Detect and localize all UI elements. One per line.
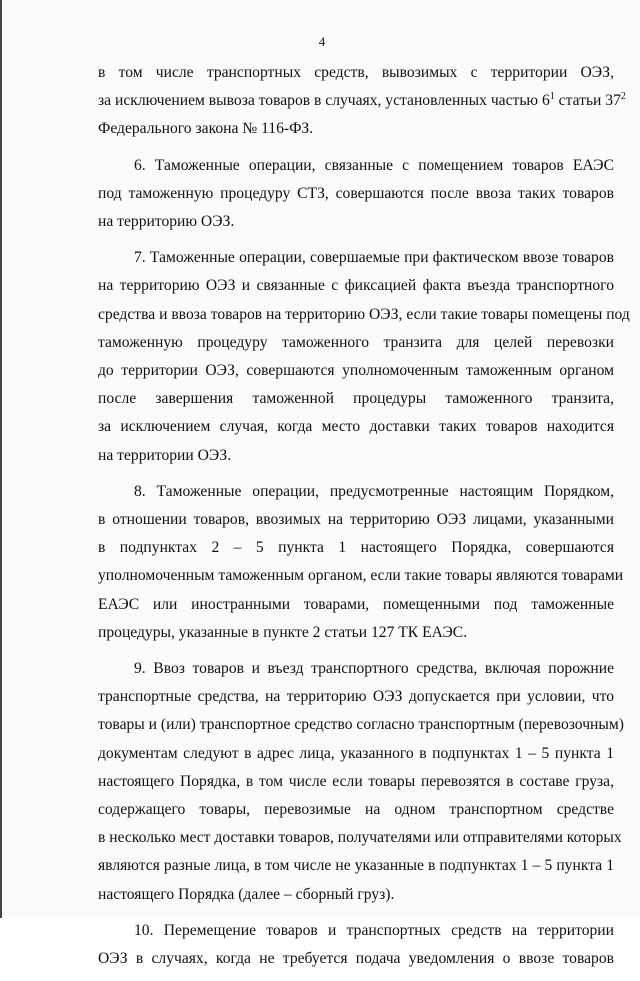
text-line: процедуры, указанные в пункте 2 статьи 127 ТК ЕАЭС. [98, 623, 468, 641]
text-line: на территории ОЭЗ. [98, 446, 232, 464]
text-line: товары и (или) транспортное средство согласно транспортным (перевозочным) [98, 716, 624, 734]
text-line: после завершения таможенной процедуры таможенного транзита, [98, 390, 614, 408]
paragraph-7 [98, 244, 630, 470]
paragraph-6 [98, 152, 614, 237]
paragraph-8 [98, 478, 624, 647]
text-line: документам следуют в адрес лица, указанного в подпунктах 1 – 5 пункта 1 [98, 744, 614, 762]
text-line: 10. Перемещение товаров и транспортных средств на территории [134, 921, 614, 939]
text-line: в том числе транспортных средств, вывозимых с территории ОЭЗ, [98, 64, 614, 81]
text-line: ЕАЭС или иностранными товарами, помещенными под таможенные [98, 595, 614, 613]
document-body [98, 59, 630, 981]
superscript: 2 [620, 91, 626, 103]
text-line: уполномоченным таможенным органом, если такие товары являются товарами [98, 567, 624, 585]
text-line: 9. Ввоз товаров и въезд транспортного средства, включая порожние [134, 660, 614, 678]
text-line: в подпунктах 2 – 5 пункта 1 настоящего Порядка, совершаются [98, 539, 614, 557]
paragraph-continuation [98, 59, 626, 144]
text-line: средства и ввоза товаров на территорию ОЭЗ, если такие товары помещены под [98, 305, 630, 323]
page-number: 4 [318, 34, 326, 49]
superscript: 1 [549, 91, 555, 103]
text-line: настоящего Порядка, в том числе если товары перевозятся в составе груза, [98, 772, 614, 790]
paragraph-10 [98, 917, 614, 973]
text-line: на территорию ОЭЗ. [98, 213, 235, 231]
text-line: ОЭЗ в случаях, когда не требуется подача уведомления о ввозе товаров [98, 950, 614, 968]
text-line: Федерального закона № 116-ФЗ. [98, 120, 314, 138]
text-line: до территории ОЭЗ, совершаются уполномоченным таможенным органом [98, 362, 614, 380]
text-line: в отношении товаров, ввозимых на территорию ОЭЗ лицами, указанными [98, 511, 614, 529]
paragraph-9 [98, 655, 624, 909]
text-line: настоящего Порядка (далее – сборный груз). [98, 885, 395, 903]
text-line: 7. Таможенные операции, совершаемые при фактическом ввозе товаров [134, 249, 614, 267]
text-line-part: статьи 37 [554, 92, 621, 110]
text-line: транспортные средства, на территорию ОЭЗ допускается при условии, что [98, 688, 614, 706]
text-line: таможенную процедуру таможенного транзита для целей перевозки [98, 333, 614, 351]
text-line-part: за исключением вывоза товаров в случаях, установленных частью 6 [98, 92, 550, 110]
text-line: 6. Таможенные операции, связанные с помещением товаров ЕАЭС [134, 156, 614, 174]
text-line: 8. Таможенные операции, предусмотренные настоящим Порядком, [134, 482, 614, 500]
text-line: под таможенную процедуру СТЗ, совершаются после ввоза таких товаров [98, 184, 614, 202]
text-line: содержащего товары, перевозимые на одном транспортном средстве [98, 801, 614, 819]
text-line: за исключением случая, когда место доставки таких товаров находится [98, 418, 614, 436]
text-line: в несколько мест доставки товаров, получателями или отправителями которых [98, 829, 622, 847]
text-line [98, 87, 626, 115]
text-line: на территорию ОЭЗ и связанные с фиксацией факта въезда транспортного [98, 277, 614, 295]
text-line: являются разные лица, в том числе не указанные в подпунктах 1 – 5 пункта 1 [98, 857, 614, 875]
